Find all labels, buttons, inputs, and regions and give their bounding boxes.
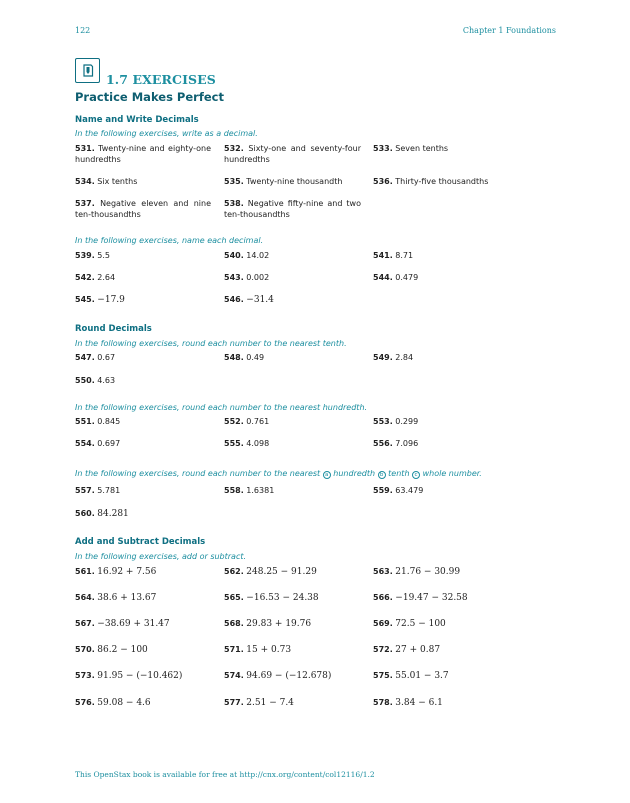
- option-b-marker: b: [378, 471, 386, 479]
- instruction-round-multi: In the following exercises, round each number to the nearest a hundredth b tenth c whole number.: [75, 469, 482, 478]
- exercise-item: 545. −17.9: [75, 295, 125, 305]
- exercise-item: 564. 38.6 + 13.67: [75, 593, 157, 603]
- exercise-item: 541. 8.71: [373, 251, 414, 260]
- instruction-round-hundredth: In the following exercises, round each number to the nearest hundredth.: [75, 403, 368, 412]
- exercise-item: 542. 2.64: [75, 273, 116, 282]
- exercise-item: 540. 14.02: [224, 251, 270, 260]
- heading-round: Round Decimals: [75, 324, 152, 334]
- footer-availability-note: This OpenStax book is available for free at http://cnx.org/content/col12116/1.2: [75, 770, 375, 779]
- exercise-item: 554. 0.697: [75, 439, 121, 448]
- instruction-write-decimal: In the following exercises, write as a decimal.: [75, 129, 258, 138]
- exercise-item: 577. 2.51 − 7.4: [224, 698, 294, 708]
- exercise-item: 576. 59.08 − 4.6: [75, 698, 151, 708]
- exercise-item: 560. 84.281: [75, 509, 129, 519]
- exercise-item: 543. 0.002: [224, 273, 270, 282]
- exercise-item: 572. 27 + 0.87: [373, 645, 441, 655]
- exercise-item: 571. 15 + 0.73: [224, 645, 292, 655]
- instruction-add-subtract: In the following exercises, add or subtract.: [75, 552, 247, 561]
- exercise-item: 568. 29.83 + 19.76: [224, 619, 312, 629]
- exercise-item: 551. 0.845: [75, 417, 121, 426]
- exercise-item: 561. 16.92 + 7.56: [75, 567, 157, 577]
- exercise-item: 539. 5.5: [75, 251, 111, 260]
- exercise-item: 559. 63.479: [373, 486, 424, 495]
- instruction-name-decimal: In the following exercises, name each decimal.: [75, 236, 264, 245]
- exercise-item: 573. 91.95 − (−10.462): [75, 671, 183, 681]
- option-a-marker: a: [323, 471, 331, 479]
- exercise-item: 575. 55.01 − 3.7: [373, 671, 449, 681]
- exercise-item: 533. Seven tenths: [373, 144, 449, 153]
- exercise-item: 570. 86.2 − 100: [75, 645, 148, 655]
- section-subtitle: Practice Makes Perfect: [75, 90, 224, 104]
- exercise-item: 567. −38.69 + 31.47: [75, 619, 170, 629]
- exercise-item: 534. Six tenths: [75, 177, 138, 186]
- exercise-item: 547. 0.67: [75, 353, 116, 362]
- exercise-item: 538. Negative fifty-nine and two ten-thousandths: [224, 199, 361, 219]
- exercise-item: 565. −16.53 − 24.38: [224, 593, 319, 603]
- exercises-icon: [75, 58, 100, 83]
- heading-name-write: Name and Write Decimals: [75, 115, 199, 125]
- exercise-item: 532. Sixty-one and seventy-four hundredths: [224, 144, 361, 164]
- exercise-item: 555. 4.098: [224, 439, 270, 448]
- exercise-item: 537. Negative eleven and nine ten-thousandths: [75, 199, 211, 219]
- exercise-item: 574. 94.69 − (−12.678): [224, 671, 332, 681]
- exercise-item: 544. 0.479: [373, 273, 419, 282]
- chapter-label: Chapter 1 Foundations: [462, 26, 556, 35]
- exercise-item: 550. 4.63: [75, 376, 116, 385]
- running-head: [75, 26, 556, 38]
- exercise-item: 552. 0.761: [224, 417, 270, 426]
- exercise-item: 536. Thirty-five thousandths: [373, 177, 489, 186]
- exercise-item: 557. 5.781: [75, 486, 121, 495]
- exercise-item: 569. 72.5 − 100: [373, 619, 446, 629]
- section-title: 1.7 EXERCISES: [106, 72, 216, 87]
- option-c-marker: c: [412, 471, 420, 479]
- exercise-item: 558. 1.6381: [224, 486, 275, 495]
- exercise-item: 553. 0.299: [373, 417, 419, 426]
- exercise-item: 556. 7.096: [373, 439, 419, 448]
- exercise-item: 563. 21.76 − 30.99: [373, 567, 461, 577]
- exercise-item: 531. Twenty-nine and eighty-one hundredths: [75, 144, 211, 164]
- page-number: 122: [75, 26, 91, 35]
- exercise-item: 535. Twenty-nine thousandth: [224, 177, 343, 186]
- exercise-item: 566. −19.47 − 32.58: [373, 593, 468, 603]
- exercise-item: 546. −31.4: [224, 295, 274, 305]
- exercise-item: 549. 2.84: [373, 353, 414, 362]
- heading-add-subtract: Add and Subtract Decimals: [75, 537, 206, 547]
- exercise-item: 578. 3.84 − 6.1: [373, 698, 443, 708]
- exercise-item: 548. 0.49: [224, 353, 265, 362]
- instruction-round-tenth: In the following exercises, round each number to the nearest tenth.: [75, 339, 347, 348]
- exercise-item: 562. 248.25 − 91.29: [224, 567, 317, 577]
